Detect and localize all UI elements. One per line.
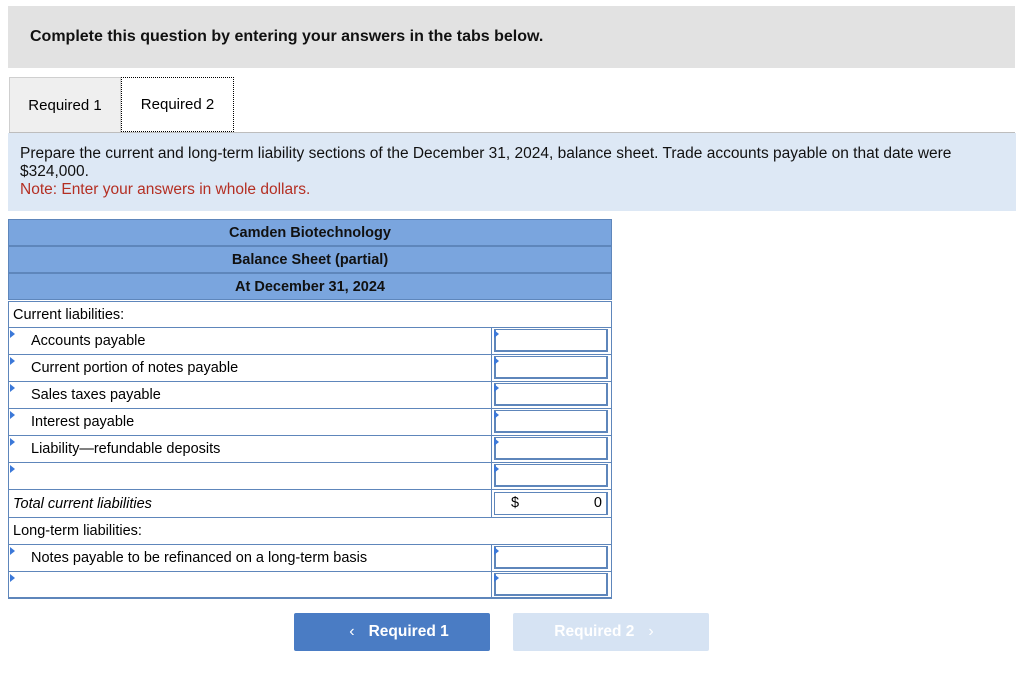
account-select[interactable] (8, 328, 492, 355)
dropdown-marker-icon (10, 411, 15, 419)
amount-cell (492, 463, 612, 490)
next-required-2-button[interactable] (513, 613, 709, 651)
amount-cell (492, 436, 612, 463)
accounts-payable-amount-input[interactable] (494, 329, 608, 352)
table-row (8, 409, 612, 436)
instructions-text: Prepare the current and long-term liability sections of the December 31, 2024, balance sheet. Trade accounts payable on that date were $324,000. (20, 145, 952, 180)
account-select[interactable] (8, 572, 492, 599)
statement-title: Balance Sheet (partial) (8, 246, 612, 273)
account-label: Current portion of notes payable (31, 360, 239, 376)
total-current-label: Total current liabilities (8, 491, 492, 518)
account-label: Interest payable (31, 414, 135, 430)
total-current-row (8, 491, 612, 518)
prev-required-1-button[interactable] (294, 613, 490, 651)
input-marker-icon (494, 384, 499, 392)
input-marker-icon (494, 411, 499, 419)
refundable-deposits-amount-input[interactable] (494, 437, 608, 460)
sales-taxes-amount-input[interactable] (494, 383, 608, 406)
dropdown-marker-icon (10, 438, 15, 446)
chevron-left-icon: ‹ (349, 623, 355, 640)
amount-cell (492, 328, 612, 355)
blank-current-amount-input[interactable] (494, 464, 608, 487)
notes-refinanced-amount-input[interactable] (494, 546, 608, 569)
dropdown-marker-icon (10, 574, 15, 582)
account-label: Accounts payable (31, 333, 146, 349)
account-label: Notes payable to be refinanced on a long-term basis (31, 550, 368, 566)
account-select[interactable] (8, 545, 492, 572)
table-row (8, 545, 612, 572)
account-select[interactable] (8, 463, 492, 490)
dropdown-marker-icon (10, 330, 15, 338)
instructions-panel (8, 133, 1016, 211)
next-button-label: Required 2 (554, 623, 635, 640)
current-liabilities-heading: Current liabilities: (8, 301, 612, 328)
table-row (8, 436, 612, 463)
account-label: Liability—refundable deposits (31, 441, 221, 457)
table-row (8, 382, 612, 409)
dropdown-marker-icon (10, 384, 15, 392)
total-amount-cell (492, 491, 612, 518)
current-portion-amount-input[interactable] (494, 356, 608, 379)
amount-cell (492, 409, 612, 436)
header-title: Complete this question by entering your answers in the tabs below. (30, 28, 544, 45)
account-select[interactable] (8, 409, 492, 436)
table-row (8, 328, 612, 355)
interest-payable-amount-input[interactable] (494, 410, 608, 433)
tab-required-2[interactable]: Required 2 (121, 77, 234, 132)
amount-cell (492, 382, 612, 409)
input-marker-icon (494, 330, 499, 338)
account-select[interactable] (8, 382, 492, 409)
input-marker-icon (494, 357, 499, 365)
longterm-liabilities-heading-row (8, 518, 612, 545)
input-marker-icon (494, 438, 499, 446)
tab-required-1[interactable]: Required 1 (9, 77, 121, 132)
input-marker-icon (494, 547, 499, 555)
account-select[interactable] (8, 436, 492, 463)
question-header (8, 6, 1015, 68)
account-select[interactable] (8, 355, 492, 382)
current-liabilities-heading-row (8, 301, 612, 328)
prev-button-label: Required 1 (368, 623, 449, 640)
amount-cell (492, 572, 612, 599)
input-marker-icon (494, 465, 499, 473)
currency-symbol: $ (511, 495, 520, 511)
blank-longterm-amount-input[interactable] (494, 573, 608, 596)
total-current-value: 0 (593, 495, 602, 511)
table-row (8, 355, 612, 382)
statement-date: At December 31, 2024 (8, 273, 612, 300)
amount-cell (492, 355, 612, 382)
total-current-amount (494, 492, 608, 515)
amount-cell (492, 545, 612, 572)
dropdown-marker-icon (10, 357, 15, 365)
instructions-note: Note: Enter your answers in whole dollars. (20, 181, 311, 198)
table-row (8, 463, 612, 490)
input-marker-icon (494, 574, 499, 582)
chevron-right-icon: › (648, 623, 654, 640)
account-label: Sales taxes payable (31, 387, 161, 403)
table-row (8, 572, 612, 599)
dropdown-marker-icon (10, 465, 15, 473)
dropdown-marker-icon (10, 547, 15, 555)
company-name: Camden Biotechnology (8, 219, 612, 246)
longterm-liabilities-heading: Long-term liabilities: (8, 518, 612, 545)
